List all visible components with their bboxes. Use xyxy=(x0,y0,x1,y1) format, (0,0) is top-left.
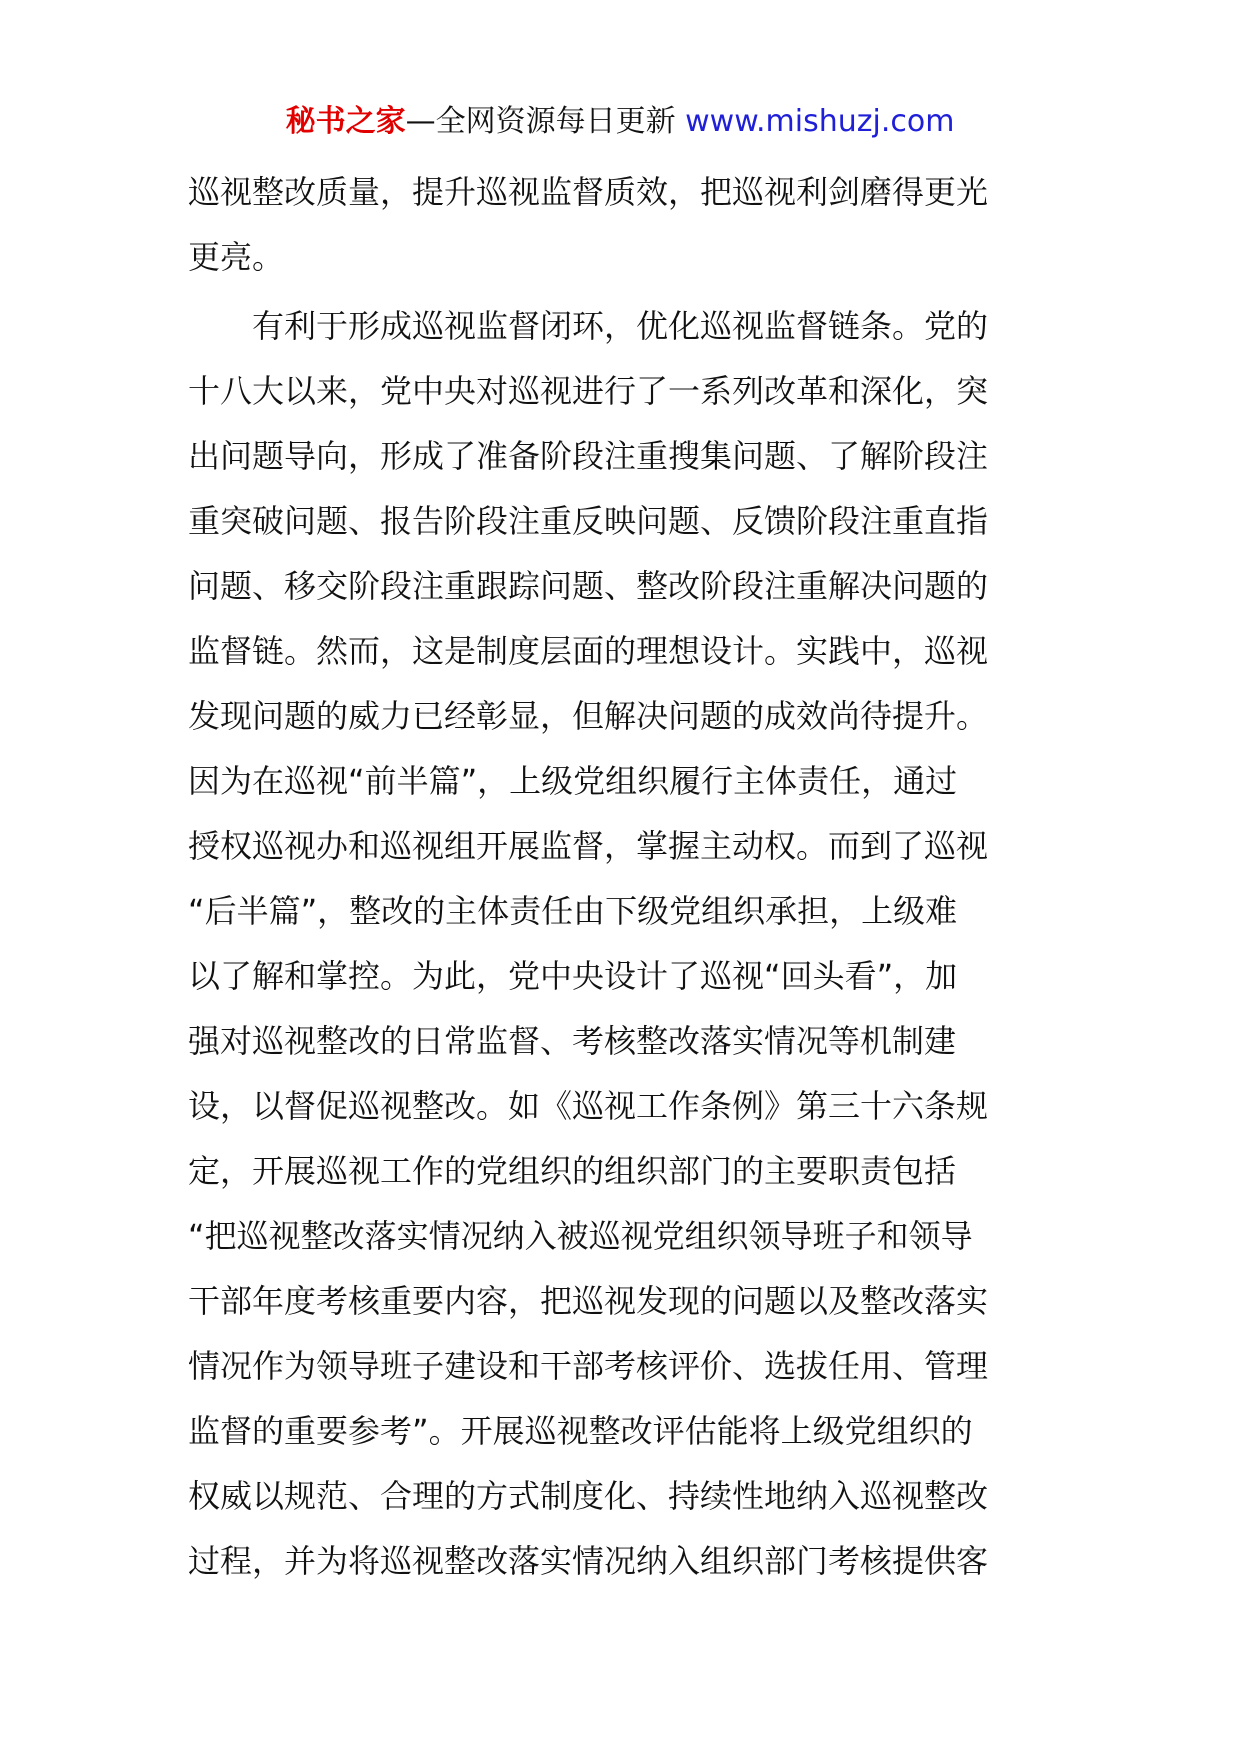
text-line: 干部年度考核重要内容，把巡视发现的问题以及整改落实 xyxy=(188,1282,989,1320)
text-line: 监督的重要参考”。开展巡视整改评估能将上级党组织的 xyxy=(188,1412,973,1450)
text-line: 巡视整改质量，提升巡视监督质效，把巡视利剑磨得更光 xyxy=(188,173,989,211)
paragraph-first-line: 有利于形成巡视监督闭环，优化巡视监督链条。党的 xyxy=(252,307,989,345)
text-line: 出问题导向，形成了准备阶段注重搜集问题、了解阶段注 xyxy=(188,437,989,475)
text-line: 以了解和掌控。为此，党中央设计了巡视“回头看”，加 xyxy=(188,957,958,995)
text-line: 问题、移交阶段注重跟踪问题、整改阶段注重解决问题的 xyxy=(188,567,989,605)
text-line: 设，以督促巡视整改。如《巡视工作条例》第三十六条规 xyxy=(188,1087,989,1125)
text-line: “后半篇”，整改的主体责任由下级党组织承担，上级难 xyxy=(188,892,958,930)
text-line: 监督链。然而，这是制度层面的理想设计。实践中，巡视 xyxy=(188,632,989,670)
text-line: 因为在巡视“前半篇”，上级党组织履行主体责任，通过 xyxy=(188,762,958,800)
page-header xyxy=(0,100,1240,144)
header-url-link[interactable]: www.mishuzj.com xyxy=(685,104,955,139)
text-line: 十八大以来，党中央对巡视进行了一系列改革和深化，突 xyxy=(188,372,989,410)
text-line: 定，开展巡视工作的党组织的组织部门的主要职责包括 xyxy=(188,1152,957,1190)
text-line: 重突破问题、报告阶段注重反映问题、反馈阶段注重直指 xyxy=(188,502,989,540)
text-line: 过程，并为将巡视整改落实情况纳入组织部门考核提供客 xyxy=(188,1542,989,1580)
text-line: 发现问题的威力已经彰显，但解决问题的成效尚待提升。 xyxy=(188,697,989,735)
text-line: 情况作为领导班子建设和干部考核评价、选拔任用、管理 xyxy=(188,1347,989,1385)
header-tagline: —全网资源每日更新 xyxy=(405,104,686,139)
text-line: 授权巡视办和巡视组开展监督，掌握主动权。而到了巡视 xyxy=(188,827,989,865)
text-line: 强对巡视整改的日常监督、考核整改落实情况等机制建 xyxy=(188,1022,957,1060)
text-line: “把巡视整改落实情况纳入被巡视党组织领导班子和领导 xyxy=(188,1217,973,1255)
text-line: 权威以规范、合理的方式制度化、持续性地纳入巡视整改 xyxy=(188,1477,989,1515)
text-line: 更亮。 xyxy=(188,238,285,276)
header-brand: 秘书之家 xyxy=(285,104,406,139)
document-body xyxy=(188,160,1058,1594)
